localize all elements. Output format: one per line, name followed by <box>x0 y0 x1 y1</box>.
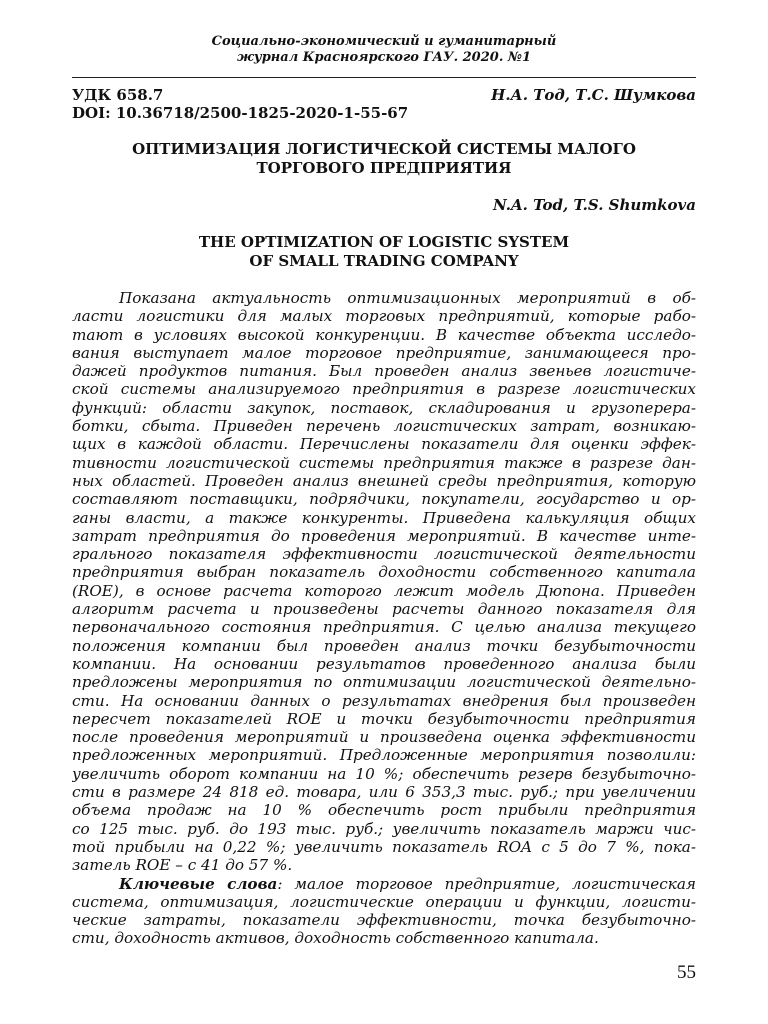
abstract-line: вания выступает малое торговое предприятие, занимающееся про- <box>72 343 696 362</box>
abstract-line: положения компании был проведен анализ точки безубыточности <box>72 636 696 655</box>
journal-header <box>72 34 696 66</box>
authors-ru: Н.А. Тод, Т.С. Шумкова <box>491 86 696 104</box>
title-english-line-2: OF SMALL TRADING COMPANY <box>249 252 519 270</box>
title-english-line-1: THE OPTIMIZATION OF LOGISTIC SYSTEM <box>198 233 570 251</box>
abstract-line: увеличить оборот компании на 10 %; обеспечить резерв безубыточно- <box>72 764 696 783</box>
title-russian-line-2: ТОРГОВОГО ПРЕДПРИЯТИЯ <box>256 159 512 177</box>
title-russian-line-1: ОПТИМИЗАЦИЯ ЛОГИСТИЧЕСКОЙ СИСТЕМЫ МАЛОГО <box>132 140 636 158</box>
page-number: 55 <box>677 962 696 983</box>
keywords-text: : малое торговое предприятие, логистическая <box>277 874 696 893</box>
keywords-line: сти, доходность активов, доходность собственного капитала. <box>72 929 599 948</box>
keywords-label: Ключевые слова <box>119 874 278 893</box>
abstract-line: компании. На основании результатов проведенного анализа были <box>72 654 696 673</box>
authors-en: N.A. Tod, T.S. Shumkova <box>493 196 696 214</box>
abstract-line: предложенных мероприятий. Предложенные мероприятия позволили: <box>72 746 696 765</box>
abstract <box>72 289 696 948</box>
abstract-line: затель ROE – с 41 до 57 %. <box>72 856 293 875</box>
abstract-line: пересчет показателей ROE и точки безубыточности предприятия <box>72 709 696 728</box>
udc-code: УДК 658.7 <box>72 86 164 104</box>
abstract-line: сти. На основании данных о результатах внедрения был произведен <box>72 691 696 710</box>
abstract-line: предложены мероприятия по оптимизации логистической деятельно- <box>72 673 696 692</box>
abstract-line: Показана актуальность оптимизационных мероприятий в об- <box>119 289 696 307</box>
abstract-line: ных областей. Проведен анализ внешней среды предприятия, которую <box>72 471 696 490</box>
journal-header-line-1: Социально-экономический и гуманитарный <box>211 34 557 49</box>
journal-page <box>72 0 696 1024</box>
abstract-line: дажей продуктов питания. Был проведен анализ звеньев логистиче- <box>72 362 696 381</box>
abstract-line: ганы власти, а также конкуренты. Приведена калькуляция общих <box>72 508 696 527</box>
keywords-line: ческие затраты, показатели эффективности, точка безубыточно- <box>72 911 696 930</box>
abstract-line: после проведения мероприятий и произведена оценка эффективности <box>72 728 696 747</box>
abstract-line: ботки, сбыта. Приведен перечень логистических затрат, возникаю- <box>72 417 696 436</box>
abstract-line: щих в каждой области. Перечислены показатели для оценки эффек- <box>72 435 696 454</box>
abstract-line: предприятия выбран показатель доходности собственного капитала <box>72 563 696 582</box>
abstract-line: составляют поставщики, подрядчики, покупатели, государство и ор- <box>72 490 696 509</box>
abstract-line: алгоритм расчета и произведены расчеты данного показателя для <box>72 600 696 619</box>
abstract-line: сти в размере 24 818 ед. товара, или 6 353,3 тыс. руб.; при увеличении <box>72 783 696 802</box>
abstract-line: тают в условиях высокой конкуренции. В качестве объекта исследо- <box>72 325 696 344</box>
doi-row <box>72 104 696 122</box>
keywords-line <box>72 875 696 893</box>
abstract-line: затрат предприятия до проведения мероприятий. В качестве инте- <box>72 526 696 545</box>
udc-row <box>72 86 696 104</box>
abstract-line: ласти логистики для малых торговых предприятий, которые рабо- <box>72 307 696 326</box>
header-divider <box>72 77 696 78</box>
abstract-line: (ROE), в основе расчета которого лежит модель Дюпона. Приведен <box>72 581 696 600</box>
abstract-line: грального показателя эффективности логистической деятельности <box>72 545 696 564</box>
abstract-line: тивности логистической системы предприятия также в разрезе дан- <box>72 453 696 472</box>
abstract-line: функций: области закупок, поставок, складирования и грузоперера- <box>72 398 696 417</box>
doi-link[interactable]: DOI: 10.36718/2500-1825-2020-1-55-67 <box>72 104 409 122</box>
abstract-line: со 125 тыс. руб. до 193 тыс. руб.; увеличить показатель маржи чис- <box>72 819 696 838</box>
keywords-line: система, оптимизация, логистические операции и функции, логисти- <box>72 892 696 911</box>
journal-header-line-2: журнал Красноярского ГАУ. 2020. №1 <box>236 50 532 65</box>
abstract-line: той прибыли на 0,22 %; увеличить показатель ROA с 5 до 7 %, пока- <box>72 837 696 856</box>
abstract-line: объема продаж на 10 % обеспечить рост прибыли предприятия <box>72 801 696 820</box>
abstract-line: ской системы анализируемого предприятия в разрезе логистических <box>72 380 696 399</box>
title-english <box>72 233 696 271</box>
abstract-line: первоначального состояния предприятия. С целью анализа текущего <box>72 618 696 637</box>
title-russian <box>72 140 696 178</box>
